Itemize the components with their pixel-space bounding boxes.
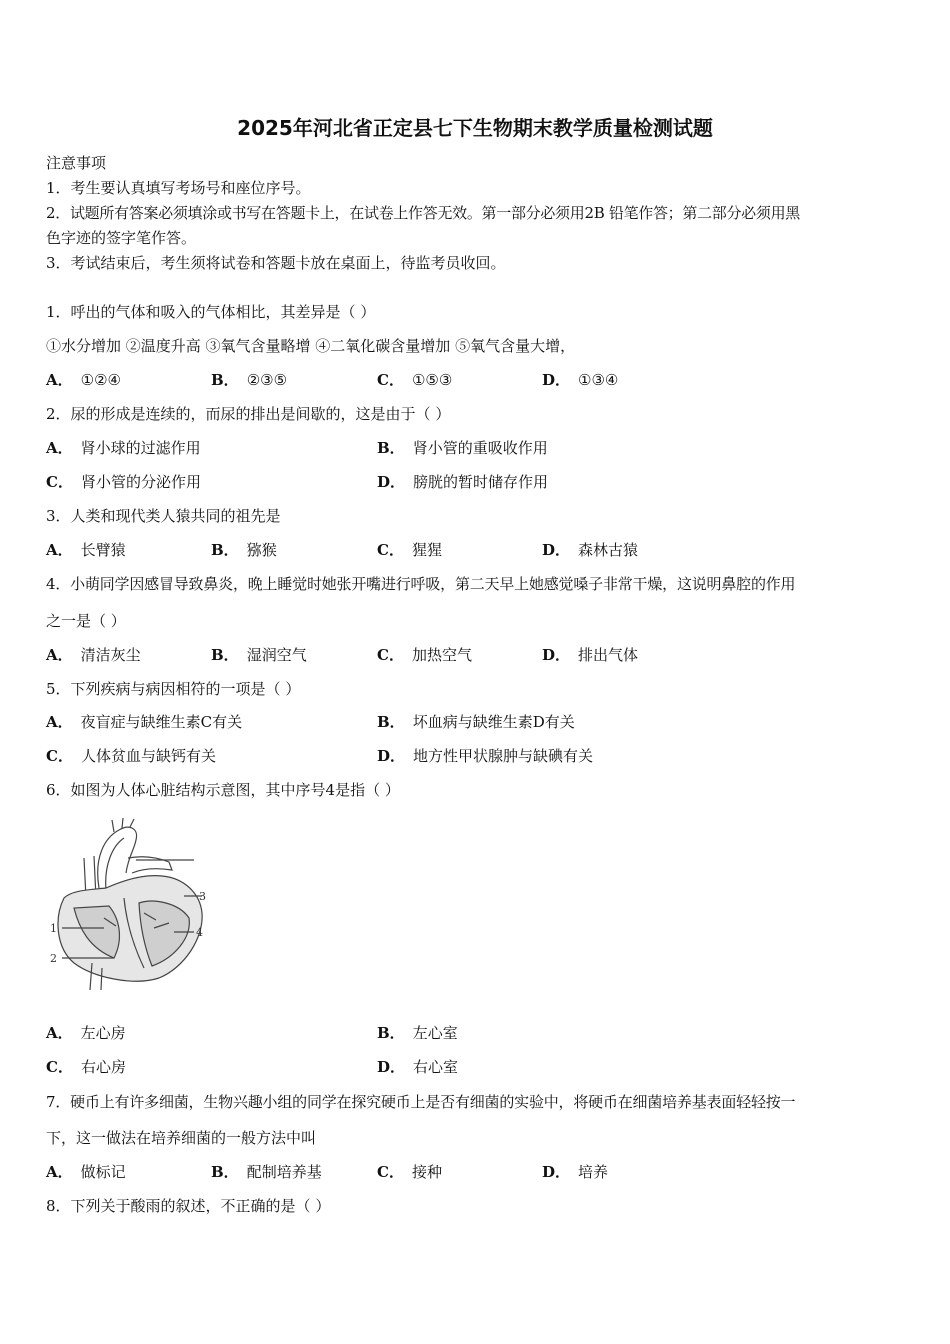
question-7-stem: 7．硬币上有许多细菌，生物兴趣小组的同学在探究硬币上是否有细菌的实验中，将硬币在细菌培养基表面轻轻按一 [46, 1093, 796, 1111]
question-4-stem: 4．小萌同学因感冒导致鼻炎，晚上睡觉时她张开嘴进行呼吸，第二天早上她感觉嗓子非常干燥，这说明鼻腔的作用 [46, 575, 796, 593]
question-7-stem-cont: 下，这一做法在培养细菌的一般方法中叫 [46, 1129, 317, 1147]
q3-option-a: A． 长臂猿 [46, 541, 126, 559]
question-8-stem: 8．下列关于酸雨的叙述，不正确的是（ ） [46, 1197, 331, 1215]
q6-option-d: D． 右心室 [377, 1058, 459, 1076]
notice-item-1: 1．考生要认真填写考场号和座位序号。 [46, 179, 311, 197]
q1-option-b: B． ②③⑤ [211, 371, 288, 389]
q4-option-b: B． 湿润空气 [211, 646, 307, 664]
q3-option-d: D． 森林古猿 [542, 541, 639, 559]
heart-label-4: 4 [196, 926, 203, 939]
notice-item-2: 2．试题所有答案必须填涂或书写在答题卡上，在试卷上作答无效。第一部分必须用2B 铅笔作答；第二部分必须用黑 [46, 204, 800, 222]
q5-option-c: C． 人体贫血与缺钙有关 [46, 747, 216, 765]
q5-option-b: B． 坏血病与缺维生素D有关 [377, 713, 575, 731]
q7-option-d: D． 培养 [542, 1163, 609, 1181]
question-5-stem: 5．下列疾病与病因相符的一项是（ ） [46, 680, 301, 698]
q1-option-d: D． ①③④ [542, 371, 619, 389]
notice-item-2-cont: 色字迹的签字笔作答。 [46, 229, 197, 247]
question-1-statements: ①水分增加 ②温度升高 ③氧气含量略增 ④二氧化碳含量增加 ⑤氧气含量大增， [46, 337, 576, 355]
notice-item-3: 3．考试结束后，考生须将试卷和答题卡放在桌面上，待监考员收回。 [46, 254, 506, 272]
q5-option-a: A． 夜盲症与缺维生素C有关 [46, 713, 243, 731]
q7-option-a: A． 做标记 [46, 1163, 126, 1181]
q6-option-c: C． 右心房 [46, 1058, 126, 1076]
q7-option-c: C． 接种 [377, 1163, 442, 1181]
q3-option-b: B． 猕猴 [211, 541, 277, 559]
question-3-stem: 3．人类和现代类人猿共同的祖先是 [46, 507, 281, 525]
q7-option-b: B． 配制培养基 [211, 1163, 322, 1181]
q5-option-d: D． 地方性甲状腺肿与缺碘有关 [377, 747, 594, 765]
heart-label-1: 1 [50, 922, 57, 935]
heart-diagram [44, 818, 214, 993]
q2-option-a: A． 肾小球的过滤作用 [46, 439, 201, 457]
exam-title: 2025年河北省正定县七下生物期末教学质量检测试题 [237, 116, 713, 140]
q4-option-d: D． 排出气体 [542, 646, 639, 664]
heart-label-2: 2 [50, 952, 57, 965]
q6-option-b: B． 左心室 [377, 1024, 458, 1042]
q1-option-a: A． ①②④ [46, 371, 121, 389]
question-2-stem: 2．尿的形成是连续的，而尿的排出是间歇的，这是由于（ ） [46, 405, 451, 423]
q1-option-c: C． ①⑤③ [377, 371, 453, 389]
q4-option-c: C． 加热空气 [377, 646, 472, 664]
question-4-stem-cont: 之一是（ ） [46, 612, 126, 630]
q6-option-a: A． 左心房 [46, 1024, 126, 1042]
q2-option-c: C． 肾小管的分泌作用 [46, 473, 201, 491]
question-1-stem: 1．呼出的气体和吸入的气体相比，其差异是（ ） [46, 303, 376, 321]
notice-heading: 注意事项 [46, 154, 107, 172]
q2-option-d: D． 膀胱的暂时储存作用 [377, 473, 549, 491]
q3-option-c: C． 猩猩 [377, 541, 442, 559]
q2-option-b: B． 肾小管的重吸收作用 [377, 439, 548, 457]
question-6-stem: 6．如图为人体心脏结构示意图，其中序号4是指（ ） [46, 781, 400, 799]
q4-option-a: A． 清洁灰尘 [46, 646, 141, 664]
heart-label-3: 3 [199, 890, 206, 903]
